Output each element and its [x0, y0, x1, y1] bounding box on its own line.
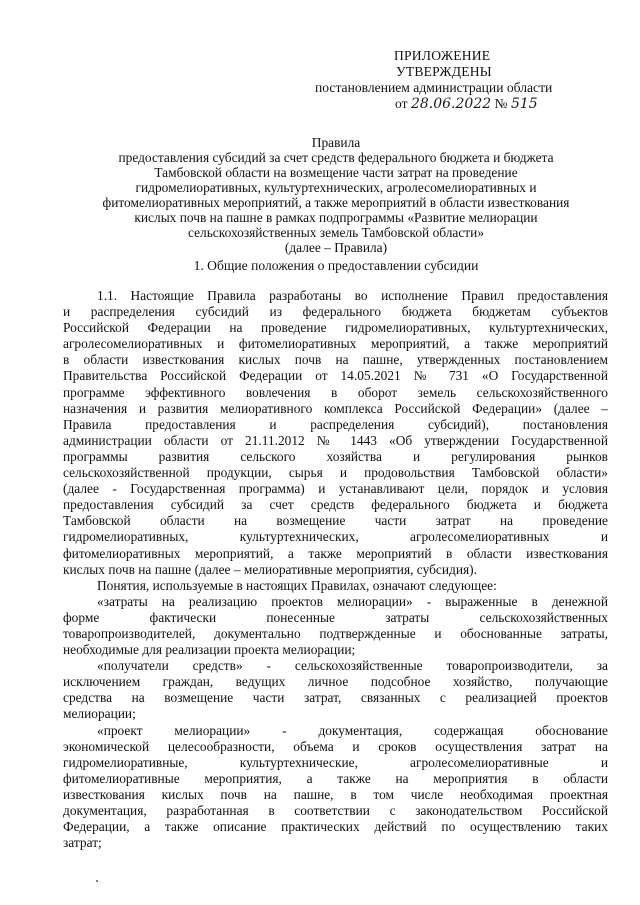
title-line: Правила: [311, 135, 361, 150]
body-line: предоставления субсидий за счет средств федерального бюджета и бюджета: [63, 497, 608, 513]
handwritten-date: 28.06.2022: [410, 96, 492, 112]
appendix-label: ПРИЛОЖЕНИЕ: [394, 48, 491, 63]
title-line: гидромелиоративных, культуртехнических, агролесомелиоративных и: [135, 180, 537, 195]
body-line: исключением граждан, ведущих личное подсобное хозяйство, получающие: [63, 674, 608, 690]
body-line: Российской Федерации на проведение гидромелиоративных, культуртехнических,: [63, 320, 608, 336]
body-line: администрации области от 21.11.2012 № 1443 «Об утверждении Государственной: [63, 432, 608, 448]
body-line: агролесомелиоративных и фитомелиоративных мероприятий, а также мероприятий: [63, 336, 608, 352]
approved-by-label: постановлением администрации области: [315, 80, 553, 95]
title-line: Тамбовской области на возмещение части затрат на проведение: [154, 165, 518, 180]
body-line: «получатели средств» - сельскохозяйственные товаропроизводители, за: [97, 658, 608, 674]
title-line: сельскохозяйственных земель Тамбовской области»: [187, 225, 485, 240]
body-line: Федерации, а также описание практических действий по осуществлению таких: [63, 819, 608, 835]
body-line: форме фактически понесенные затраты сельскохозяйственных: [63, 609, 608, 625]
scan-speck: [96, 880, 98, 882]
body-line: в области известкования кислых почв на пашне, утвержденных постановлением: [63, 352, 608, 368]
body-line: средства на возмещение части затрат, связанных с реализацией проектов: [63, 690, 608, 706]
body-line: «затраты на реализацию проектов мелиорации» - выраженные в денежной: [97, 593, 608, 609]
body-line: и распределения субсидий из федерального бюджета бюджетам субъектов: [63, 304, 608, 320]
body-line: затрат;: [63, 835, 102, 851]
number-prefix: №: [494, 96, 508, 111]
body-line: необходимые для реализации проекта мелиорации;: [63, 642, 356, 658]
approval-date-line: [312, 96, 632, 112]
body-line: кислых почв на пашне (далее – мелиоративные мероприятия, субсидия).: [63, 561, 477, 577]
title-line: (далее – Правила): [284, 240, 388, 255]
body-line: сельскохозяйственной продукции, сырья и продовольствия Тамбовской области»: [63, 465, 608, 481]
handwritten-number: 515: [510, 96, 538, 112]
body-line: (далее - Государственная программа) и устанавливают цели, порядок и условия: [63, 481, 608, 497]
date-prefix: от: [395, 96, 408, 111]
body-line: Правила предоставления и распределения субсидий), постановления: [63, 416, 608, 432]
body-line: товаропроизводителей, документально подтвержденные и обоснованные затраты,: [63, 625, 608, 641]
title-line: предоставления субсидий за счет средств федерального бюджета и бюджета: [118, 150, 554, 165]
body-line: 1.1. Настоящие Правила разработаны во исполнение Правил предоставления: [97, 288, 608, 303]
approved-label: УТВЕРЖДЕНЫ: [396, 64, 492, 79]
body-line: фитомелиоративных мероприятий, а также мероприятий в области известкования: [63, 545, 608, 561]
body-line: назначения и развития мелиоративного комплекса Российской Федерации» (далее –: [63, 400, 608, 416]
body-text: [63, 288, 608, 851]
body-line: документация, разработанная в соответствии с законодательством Российской: [63, 803, 608, 818]
body-line: фитомелиоративные мероприятия, а также на мероприятия в области: [63, 770, 608, 786]
approval-block: [312, 48, 632, 112]
body-line: гидромелиоративных, культуртехнических, агролесомелиоративных и: [63, 529, 608, 545]
body-line: гидромелиоративные, культуртехнические, агролесомелиоративные и: [63, 754, 608, 770]
body-line: Правительства Российской Федерации от 14.05.2021 № 731 «О Государственной: [63, 368, 608, 384]
body-line: Понятия, используемые в настоящих Правилах, означают следующее:: [97, 577, 497, 593]
document-title: [56, 135, 616, 255]
title-line: фитомелиоративных мероприятий, а также мероприятий в области известкования: [102, 195, 570, 210]
body-line: программы развития сельского хозяйства и регулирования рынков: [63, 448, 608, 464]
body-line: Тамбовской области на возмещение части затрат на проведение: [63, 513, 608, 529]
body-line: мелиорации;: [63, 706, 136, 722]
title-line: кислых почв на пашне в рамках подпрограммы «Развитие мелиорации: [134, 210, 538, 225]
body-line: программе эффективного вовлечения в оборот земель сельскохозяйственного: [63, 384, 608, 400]
body-line: «проект мелиорации» - документация, содержащая обоснование: [97, 722, 608, 738]
section-heading: 1. Общие положения о предоставлении субсидии: [193, 258, 479, 273]
body-line: экономической целесообразности, объема и сроков осуществления затрат на: [63, 738, 608, 754]
body-line: известкования кислых почв на пашне, в том числе необходимая проектная: [63, 786, 608, 802]
